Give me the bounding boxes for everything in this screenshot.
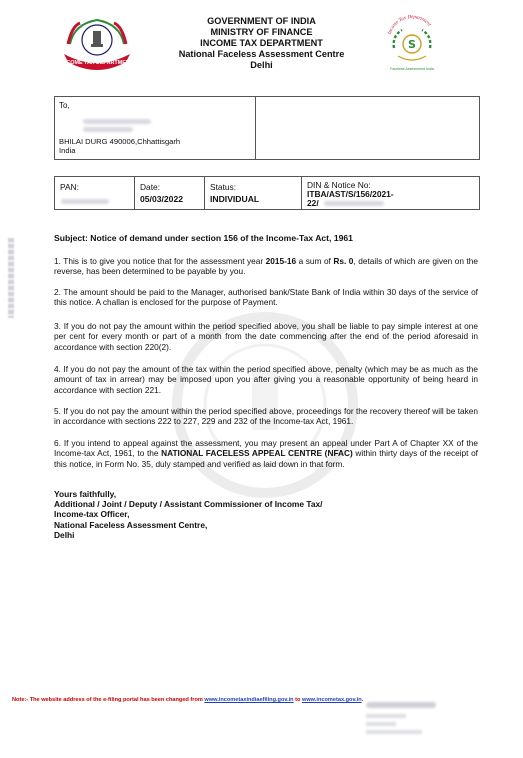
status-cell [204,177,302,209]
pan-label: PAN: [60,182,79,192]
paragraph-5: 5. If you do not pay the amount within the period specified above, proceedings for the recovery thereof will be taken in accordance with sections 222 to 227, 229 and 232 of the Income-tax Act, 1961. [54,406,478,427]
digital-signature-stamp [366,702,456,744]
header-line-3: INCOME TAX DEPARTMENT [200,38,323,48]
recipient-address-box [54,96,480,160]
stamp-line-blurred [366,730,422,734]
stamp-title-blurred [366,702,436,708]
note-mid: to [293,697,302,703]
date-value: 05/03/2022 [140,194,184,204]
redacted-recipient-address [83,127,133,132]
signature-line-3: Income-tax Officer, [54,509,130,520]
p6-text-a: 6. If you intend to appeal against the assessment, you may present an appeal under Part A of Chapter XX of the Income-tax Act, 1961, to the [54,438,478,459]
din-label: DIN & Notice No: [307,180,371,190]
signature-block [54,489,323,540]
status-label: Status: [210,182,237,192]
p1-text-b: a sum of [296,256,334,266]
paragraph-2: 2. The amount should be paid to the Manager, authorised bank/State Bank of India within 30 days of the service of this notice. A challan is enclosed for the purpose of Payment. [54,287,478,308]
paragraph-3: 3. If you do not pay the amount within the period specified above, you shall be liable to pay simple interest at one per cent for every month or part of a month from the date commencing after the end of the period aforesaid in accordance with section 220(2). [54,321,478,352]
address-country: India [59,146,76,155]
p1-text-c: , details of which are given on the reverse, has been determined to be payable by you. [54,256,478,277]
svg-text:S: S [408,38,416,51]
stamp-line-blurred [366,714,406,718]
signature-line-2: Additional / Joint / Deputy / Assistant Commissioner of Income Tax/ [54,499,323,510]
notice-subject: Subject: Notice of demand under section 156 of the Income-Tax Act, 1961 [54,233,353,243]
notice-info-table [54,176,480,210]
pan-cell [55,177,134,209]
address-box-divider [255,97,256,159]
p6-text-b: within thirty days of the receipt of this notice, in Form No. 35, duly stamped and verified as laid down in that form. [54,448,478,469]
new-portal-link[interactable]: www.incometax.gov.in [301,697,362,703]
portal-change-note [12,697,363,703]
redacted-recipient-name [83,119,151,124]
paragraph-1 [54,256,478,277]
paragraph-4: 4. If you do not pay the amount of the tax within the period specified above, penalty (which may be as much as the amount of tax in arrear) may be imposed upon you after giving you a reasonable opportunity of being heard in accordance with section 221. [54,364,478,395]
redacted-pan-value [61,199,109,204]
din-value-line-2: 22/ [307,198,319,208]
redacted-side-text [8,238,14,318]
signature-line-5: Delhi [54,529,75,540]
status-value: INDIVIDUAL [210,194,260,204]
faceless-assessment-logo [378,14,446,74]
logo-arc-text: Income Tax Department [387,14,432,36]
date-cell [134,177,205,209]
p1-text-a: 1. This is to give you notice that for the assessment year [54,256,266,266]
paragraph-6 [54,438,478,469]
din-cell [301,177,479,209]
din-value-line-1: ITBA/AST/S/156/2021- [307,189,394,199]
nfac-name: NATIONAL FACELESS APPEAL CENTRE (NFAC) [161,448,353,459]
note-end: . [361,697,364,703]
demand-amount: Rs. 0 [333,256,354,266]
signature-line-4: National Faceless Assessment Centre, [54,519,208,530]
header-line-2: MINISTRY OF FINANCE [210,27,313,37]
note-prefix: Note:- The website address of the e-filing portal has been changed from [12,697,205,703]
date-label: Date: [140,182,161,192]
header-line-1: GOVERNMENT OF INDIA [207,16,316,26]
redacted-din-number [324,201,384,206]
logo-caption-text: Faceless Assessment India [390,67,434,71]
stamp-line-blurred [366,722,396,726]
old-portal-link[interactable]: www.incometaxindiaefiling.gov.in [204,697,294,703]
address-city-line: BHILAI DURG 490006,Chhattisgarh [59,137,181,146]
header-line-5: Delhi [250,60,273,70]
assessment-year: 2015-16 [265,256,297,266]
signature-line-1: Yours faithfully, [54,489,117,499]
address-to-label: To, [59,101,70,110]
header-line-4: National Faceless Assessment Centre [178,49,345,59]
logo-ribbon-text: INCOME TAX DEPARTMENT [61,60,133,66]
